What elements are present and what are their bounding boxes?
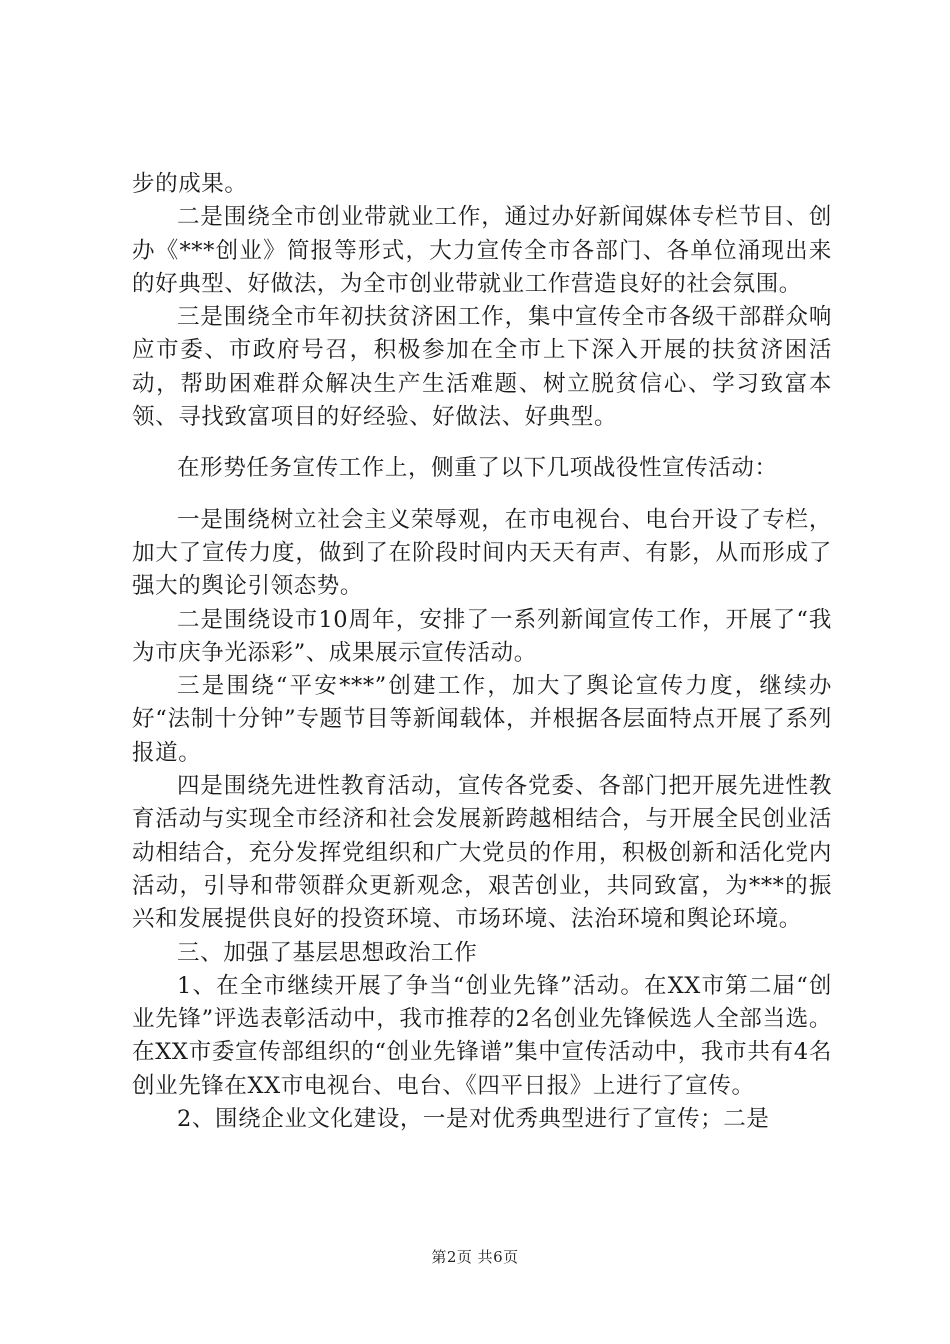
- paragraph-entrepreneur-pioneer: 1、在全市继续开展了争当“创业先锋”活动。在XX市第二届“创业先锋”评选表彰活动中，我市推荐的2名创业先锋候选人全部当选。在XX市委宣传部组织的“创业先锋谱”集中宣传活动中，我市共有4名创业先锋在XX市电视台、电台、《四平日报》上进行了宣传。: [132, 972, 832, 1099]
- paragraph-safe-city: 三是围绕“平安***”创建工作，加大了舆论宣传力度，继续办好“法制十分钟”专题节目等新闻载体，并根据各层面特点开展了系列报道。: [132, 673, 832, 766]
- paragraph-honor-disgrace: 一是围绕树立社会主义荣辱观，在市电视台、电台开设了专栏，加大了宣传力度，做到了在阶段时间内天天有声、有影，从而形成了强大的舆论引领态势。: [132, 506, 832, 600]
- paragraph-poverty-relief: 三是围绕全市年初扶贫济困工作，集中宣传全市各级干部群众响应市委、市政府号召，积极参加在全市上下深入开展的扶贫济困活动，帮助困难群众解决生产生活难题、树立脱贫信心、学习致富本领、寻找致富项目的好经验、好做法、好典型。: [132, 304, 832, 431]
- paragraph-corporate-culture: 2、围绕企业文化建设，一是对优秀典型进行了宣传；二是: [177, 1106, 770, 1133]
- paragraph-city-anniversary: 二是围绕设市10周年，安排了一系列新闻宣传工作，开展了“我为市庆争光添彩”、成果展示宣传活动。: [132, 606, 832, 666]
- section-heading-grassroots: 三、加强了基层思想政治工作: [177, 939, 478, 966]
- document-body: [132, 168, 832, 1136]
- paragraph-employment-promotion: 二是围绕全市创业带就业工作，通过办好新闻媒体专栏节目、创办《***创业》简报等形式，大力宣传全市各部门、各单位涌现出来的好典型、好做法，为全市创业带就业工作营造良好的社会氛围。: [132, 204, 832, 297]
- paragraph-advanced-education: 四是围绕先进性教育活动，宣传各党委、各部门把开展先进性教育活动与实现全市经济和社会发展新跨越相结合，与开展全民创业活动相结合，充分发挥党组织和广大党员的作用，积极创新和活化党内活动，引导和带领群众更新观念，艰苦创业，共同致富，为***的振兴和发展提供良好的投资环境、市场环境、法治环境和舆论环境。: [132, 773, 832, 933]
- paragraph-campaign-intro: 在形势任务宣传工作上，侧重了以下几项战役性宣传活动：: [177, 455, 778, 482]
- page-number-footer: 第2页 共6页: [431, 1248, 519, 1266]
- paragraph-continuation: 步的成果。: [132, 171, 248, 197]
